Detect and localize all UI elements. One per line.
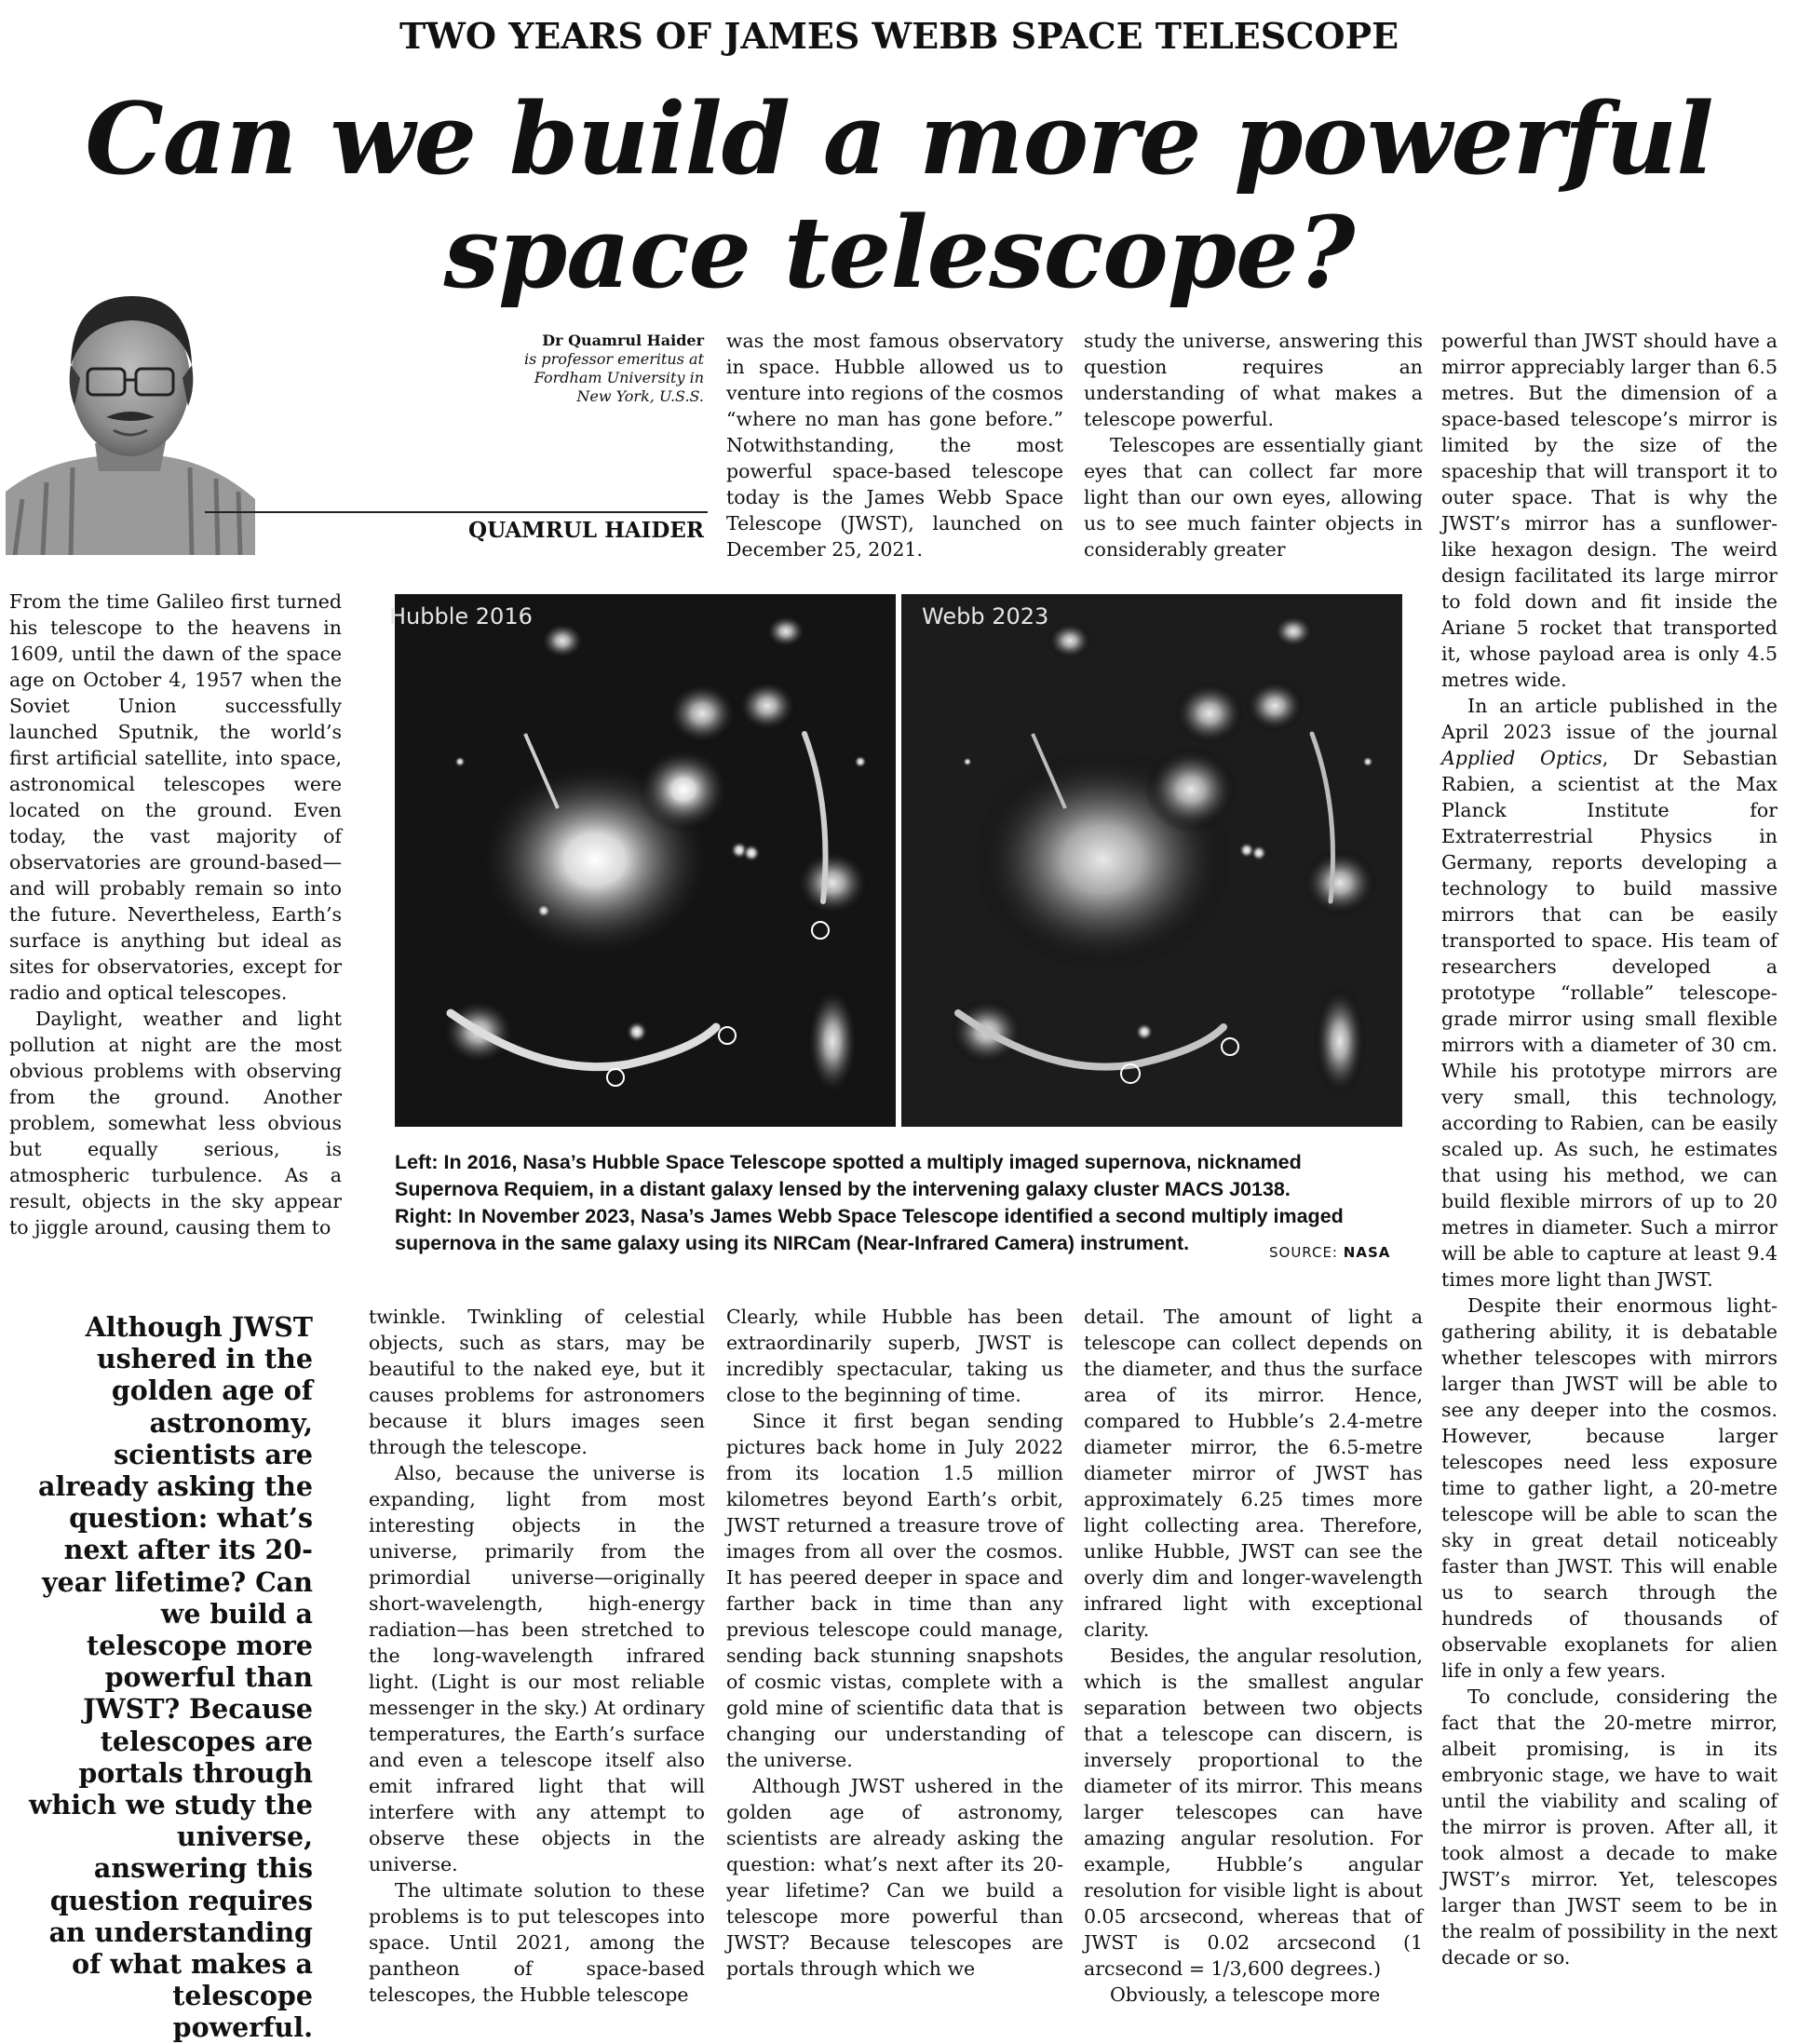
paragraph: Despite their enormous light-gathering ability, it is debatable whether telescopes with mirrors larger than JWST will be able to see any deeper into the cosmos. However, because larger telescopes need less exposure time to gather light, a 20-metre telescope will be able to scan the sky in great detail noticeably faster than JWST. This will enable us to search through the hundreds of thousands of observable exoplanets for alien life in only a few years. <box>1441 1294 1778 1682</box>
byline: QUAMRUL HAIDER <box>468 518 704 543</box>
headline-line-2: space telescope? <box>443 194 1355 310</box>
paragraph: To conclude, considering the fact that the 20-metre mirror, albeit promising, is in its embryonic stage, we have to wait until the viability and scaling of the mirror is proven. After all, it took almost a decade to make JWST’s mirror. Yet, telescopes larger than JWST seem to be in the realm of possibility in the next decade or so. <box>1441 1685 1778 1969</box>
source-name: NASA <box>1343 1244 1391 1261</box>
comparison-photo <box>389 594 1402 1127</box>
caption-line-1: Left: In 2016, Nasa’s Hubble Space Telescope spotted a multiply imaged supernova, nicknamed <box>395 1151 1302 1173</box>
galaxy-cluster-image-icon <box>395 594 1402 1127</box>
section-kicker: TWO YEARS OF JAMES WEBB SPACE TELESCOPE <box>399 15 1399 57</box>
byline-rule <box>205 511 708 513</box>
author-credit-desc-1: is professor emeritus at <box>524 350 704 368</box>
column-left <box>9 589 342 1240</box>
paragraph: The ultimate solution to these problems is to put telescopes into space. Until 2021, among the pantheon of space-based telescopes, the Hubble telescope <box>369 1879 705 2006</box>
caption-line-2: Supernova Requiem, in a distant galaxy lensed by the intervening galaxy cluster MACS J0138. <box>395 1178 1291 1200</box>
paragraph: Since it first began sending pictures back home in July 2022 from its location 1.5 million kilometres beyond Earth’s orbit, JWST returned a treasure trove of images from all over the cosmos. It has peered deeper in space and farther back in time than any previous telescope could manage, sending back stunning snapshots of cosmic vistas, complete with a gold mine of scientific data that is changing our understanding of the universe. <box>726 1410 1063 1771</box>
paragraph: powerful than JWST should have a mirror appreciably larger than 6.5 metres. But the dimension of a space-based telescope’s mirror is limited by the size of the spaceship that will transport it to outer space. That is why the JWST’s mirror has a sunflower-like hexagon design. The weird design facilitated its large mirror to fold down and fit inside the Ariane 5 rocket that transported it, whose payload area is only 4.5 metres wide. <box>1441 330 1778 691</box>
pull-quote: Although JWST ushered in the golden age of astronomy, scientists are already asking the question: what’s next after its 20-year lifetime? Can we build a telescope more powerful than JWST? Because telescopes are portals through which we study the universe, answering this question requires an understanding of what makes a telescope powerful. <box>28 1311 313 2044</box>
caption-line-4: supernova in the same galaxy using its NIRCam (Near-Infrared Camera) instrument. <box>395 1232 1190 1254</box>
text: In an article published in the April 2023 issue of the journal <box>1441 695 1778 743</box>
column-top-3 <box>726 328 1063 562</box>
paragraph: Obviously, a telescope more <box>1110 1983 1381 2006</box>
paragraph: study the universe, answering this question requires an understanding of what makes a telescope powerful. <box>1084 330 1423 430</box>
paragraph: Also, because the universe is expanding, light from most interesting objects in the universe, primarily from the primordial universe—originally short-wavelength, high-energy radiation—has been stretched to the long-wavelength infrared light. (Light is our most reliable messenger in the sky.) At ordinary temperatures, the Earth’s surface and even a telescope itself also emit infrared light that will interfere with any attempt to observe these objects in the universe. <box>369 1462 705 1875</box>
journal-name: Applied Optics <box>1441 747 1602 769</box>
paragraph: was the most famous observatory in space. Hubble allowed us to venture into regions of the cosmos “where no man has gone before.” Notwithstanding, the most powerful space-based telescope today is the James Webb Space Telescope (JWST), launched on December 25, 2021. <box>726 330 1063 561</box>
author-portrait <box>6 276 255 555</box>
photo-label-left: Hubble 2016 <box>389 603 533 629</box>
paragraph: detail. The amount of light a telescope can collect depends on the diameter, and thus the surface area of its mirror. Hence, compared to Hubble’s 2.4-metre diameter mirror, the 6.5-metre diameter mirror of JWST has approximately 6.25 times more light collecting area. Therefore, unlike Hubble, JWST can see the overly dim and longer-wavelength infrared light with exceptional clarity. <box>1084 1306 1423 1641</box>
caption-line-3: Right: In November 2023, Nasa’s James Webb Space Telescope identified a second multiply imaged <box>395 1205 1344 1227</box>
headline-line-1: Can we build a more powerful <box>85 80 1713 196</box>
column-bottom-2 <box>369 1304 705 2008</box>
author-credit-name: Dr Quamrul Haider <box>542 332 704 349</box>
photo-label-right: Webb 2023 <box>922 603 1049 629</box>
author-credit-desc-3: New York, U.S.S. <box>576 387 704 405</box>
paragraph: From the time Galileo first turned his telescope to the heavens in 1609, until the dawn of the space age on October 4, 1957 when the Soviet Union successfully launched Sputnik, the world’s first artificial satellite, into space, astronomical telescopes were located on the ground. Even today, the vast majority of observatories are ground-based—and will probably remain so into the future. Nevertheless, Earth’s surface is anything but ideal as sites for observatories, except for radio and optical telescopes. <box>9 590 342 1004</box>
column-bottom-4 <box>1084 1304 1423 2008</box>
paragraph: Besides, the angular resolution, which is the smallest angular separation between two objects that a telescope can discern, is inversely proportional to the diameter of its mirror. This means larger telescopes can have amazing angular resolution. For example, Hubble’s angular resolution for visible light is about 0.05 arcsecond, whereas that of JWST is 0.02 arcsecond (1 arcsecond = 1/3,600 degrees.) <box>1084 1645 1423 1980</box>
paragraph <box>1441 693 1778 1293</box>
photo-caption <box>395 1149 1410 1257</box>
column-bottom-3 <box>726 1304 1063 1982</box>
paragraph: Daylight, weather and light pollution at night are the most obvious problems with observing from the ground. Another problem, somewhat less obvious but equally serious, is atmospheric turbulence. As a result, objects in the sky appear to jiggle around, causing them to <box>9 1008 342 1239</box>
author-credit <box>484 332 704 406</box>
paragraph: twinkle. Twinkling of celestial objects, such as stars, may be beautiful to the naked eye, but it causes problems for astronomers because it blurs images seen through the telescope. <box>369 1306 705 1458</box>
column-right <box>1441 328 1778 1970</box>
photo-source <box>1269 1244 1390 1261</box>
column-top-4 <box>1084 328 1423 562</box>
paragraph: Clearly, while Hubble has been extraordinarily superb, JWST is incredibly spectacular, taking us close to the beginning of time. <box>726 1306 1063 1406</box>
source-label: SOURCE: <box>1269 1244 1338 1261</box>
text: , Dr Sebastian Rabien, a scientist at the Max Planck Institute for Extraterrestrial Physics in Germany, reports developing a technology to build massive mirrors that can be easily transported to space. His team of researchers developed a prototype “rollable” telescope-grade mirror using small flexible mirrors with a diameter of 30 cm. While his prototype mirrors are very small, this technology, according to Rabien, can be easily scaled up. As such, he estimates that using his method, we can build flexible mirrors of up to 20 metres in diameter. Such a mirror will be able to capture at least 9.4 times more light than JWST. <box>1441 747 1778 1291</box>
paragraph: Telescopes are essentially giant eyes that can collect far more light than our own eyes, allowing us to see much fainter objects in considerably greater <box>1084 434 1423 561</box>
author-photo-icon <box>6 276 255 555</box>
headline <box>0 82 1798 309</box>
paragraph: Although JWST ushered in the golden age of astronomy, scientists are already asking the question: what’s next after its 20-year lifetime? Can we build a telescope more powerful than JWST? Because telescopes are portals through which we <box>726 1775 1063 1980</box>
author-credit-desc-2: Fordham University in <box>534 369 704 386</box>
